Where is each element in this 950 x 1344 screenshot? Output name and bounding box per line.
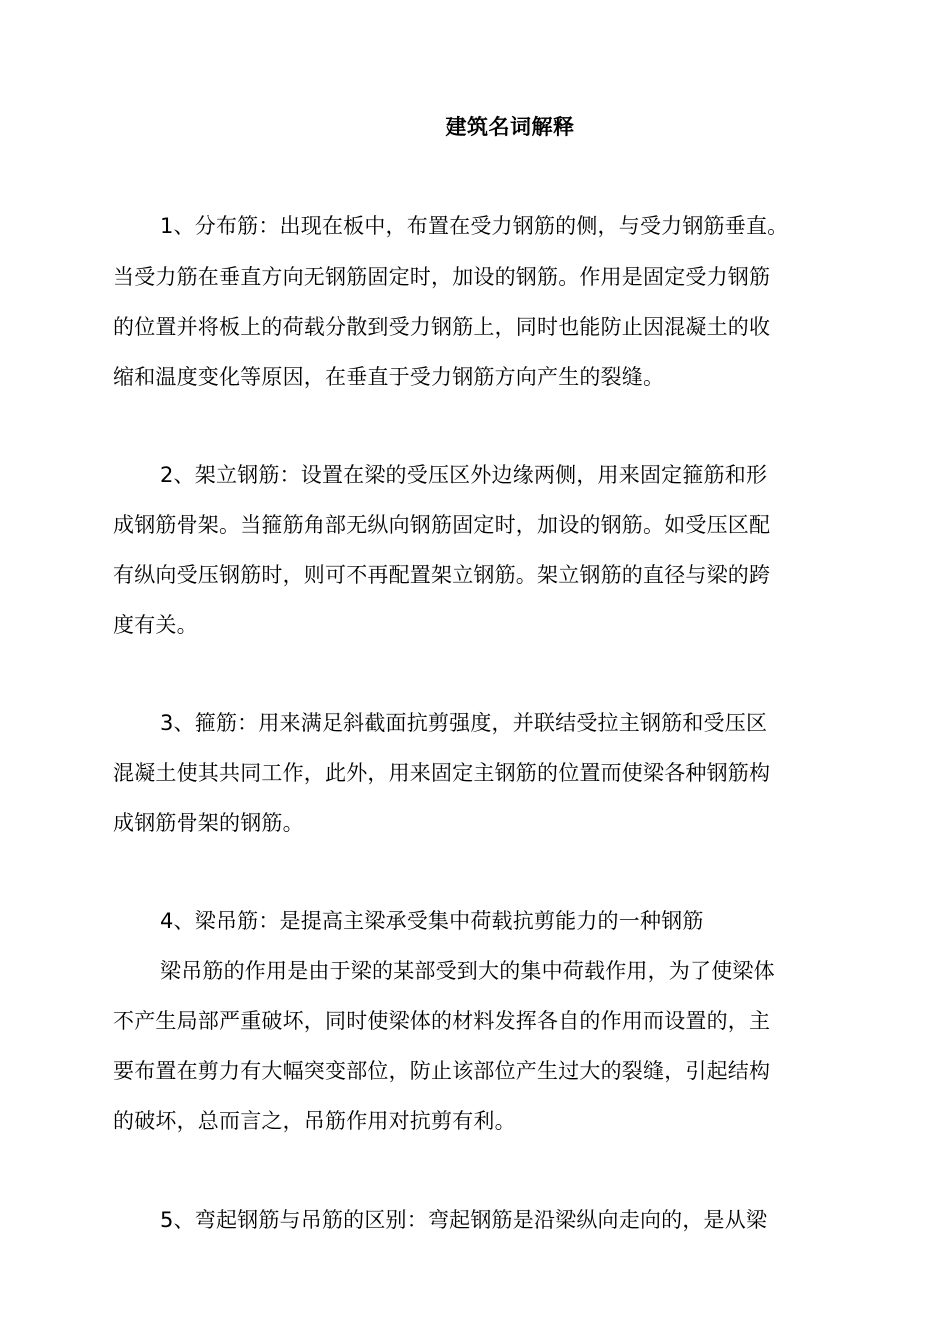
paragraph-line: 不产生局部严重破坏，同时使梁体的材料发挥各自的作用而设置的，主	[113, 1009, 771, 1033]
paragraph-line: 3、箍筋：用来满足斜截面抗剪强度，并联结受拉主钢筋和受压区	[160, 711, 768, 735]
paragraph-line: 有纵向受压钢筋时，则可不再配置架立钢筋。架立钢筋的直径与梁的跨	[113, 563, 771, 587]
paragraph-line: 度有关。	[113, 613, 198, 637]
paragraph-line: 混凝土使其共同工作，此外，用来固定主钢筋的位置而使梁各种钢筋构	[113, 761, 771, 785]
paragraph-line: 梁吊筋的作用是由于梁的某部受到大的集中荷载作用，为了使梁体	[160, 959, 775, 983]
paragraph-line: 要布置在剪力有大幅突变部位，防止该部位产生过大的裂缝，引起结构	[113, 1059, 771, 1083]
paragraph-line: 4、梁吊筋：是提高主梁承受集中荷载抗剪能力的一种钢筋	[160, 909, 704, 933]
paragraph-line: 当受力筋在垂直方向无钢筋固定时，加设的钢筋。作用是固定受力钢筋	[113, 265, 771, 289]
paragraph-line: 缩和温度变化等原因，在垂直于受力钢筋方向产生的裂缝。	[113, 365, 665, 389]
paragraph-line: 成钢筋骨架的钢筋。	[113, 811, 304, 835]
paragraph-line: 的破坏，总而言之，吊筋作用对抗剪有利。	[113, 1109, 516, 1133]
paragraph-line: 成钢筋骨架。当箍筋角部无纵向钢筋固定时，加设的钢筋。如受压区配	[113, 513, 771, 537]
paragraph-line: 1、分布筋：出现在板中，布置在受力钢筋的侧，与受力钢筋垂直。	[160, 214, 789, 238]
paragraph-line: 2、架立钢筋：设置在梁的受压区外边缘两侧，用来固定箍筋和形	[160, 463, 768, 487]
paragraph-line: 5、弯起钢筋与吊筋的区别：弯起钢筋是沿梁纵向走向的，是从梁	[160, 1208, 768, 1232]
document-title: 建筑名词解释	[445, 115, 575, 139]
paragraph-line: 的位置并将板上的荷载分散到受力钢筋上，同时也能防止因混凝土的收	[113, 315, 771, 339]
